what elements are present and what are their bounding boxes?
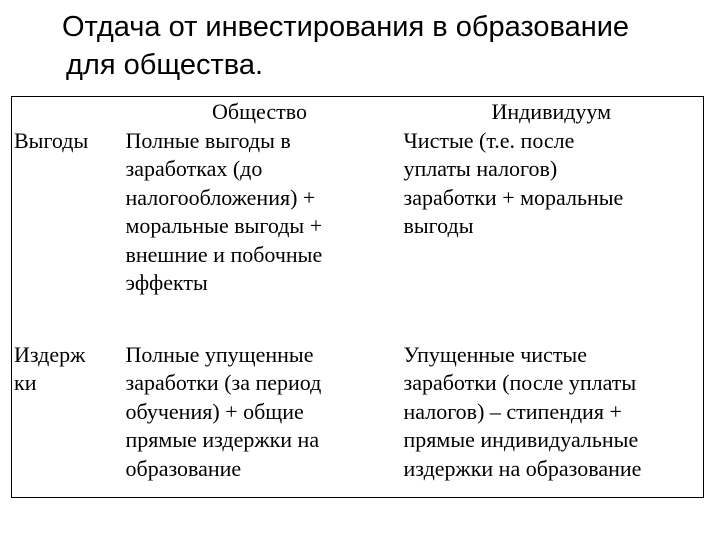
slide-title — [62, 8, 702, 84]
cell-costs-society: Полные упущенные заработки (за период обучения) + общие прямые издержки на образование — [125, 341, 322, 481]
cell-costs-individual: Упущенные чистые заработки (после уплаты налогов) – стипендия + прямые индивидуальные издержки на образование — [403, 341, 642, 481]
row-label-costs: Издерж ки — [14, 341, 86, 395]
cell-benefits-society: Полные выгоды в заработках (до налогообложения) + моральные выгоды + внешние и побочные эффекты — [125, 127, 323, 295]
header-individual: Индивидуум — [491, 99, 612, 124]
header-empty — [12, 97, 120, 127]
row-label-benefits: Выгоды — [14, 127, 89, 153]
header-society: Общество — [212, 99, 307, 124]
returns-table — [11, 96, 704, 498]
slide-title-line-2: для общества. — [66, 49, 264, 81]
slide-title-line-1: Отдача от инвестирования в образование — [62, 11, 630, 43]
table-row-benefits — [12, 127, 704, 341]
table-row-costs — [12, 341, 704, 498]
cell-benefits-individual: Чистые (т.е. после уплаты налогов) заработки + моральные выгоды — [403, 127, 624, 238]
table-header-row — [12, 97, 704, 127]
